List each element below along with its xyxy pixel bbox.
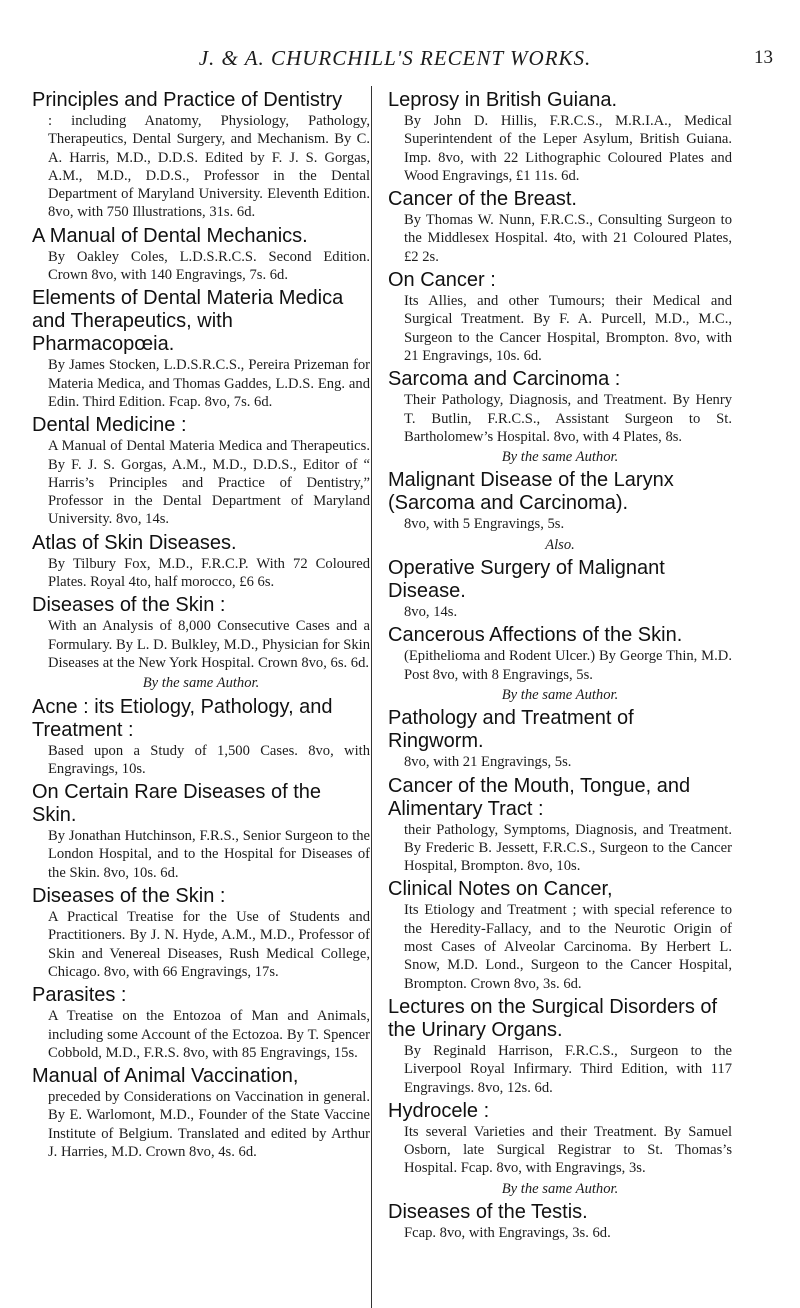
book-description: By Jonathan Hutchinson, F.R.S., Senior Surgeon to the London Hospital, and to the Hospital for Diseases of the Skin. 8vo, 10s. 6d. — [48, 828, 370, 881]
book-title: Operative Surgery of Malignant Disease. — [388, 557, 665, 603]
book-entry — [388, 1100, 732, 1178]
book-entry — [388, 707, 732, 771]
book-description: 8vo, with 5 Engravings, 5s. — [404, 516, 565, 533]
book-description: A Manual of Dental Materia Medica and Therapeutics. By F. J. S. Gorgas, A.M., M.D., D.D.S., Editor of “ Harris’s Principles and Practice of Dentistry,” Professor in the Dental Department of Maryland University. 8vo, 14s. — [48, 438, 370, 528]
page-number: 13 — [754, 47, 773, 68]
book-title: Lectures on the Surgical Disorders of the Urinary Organs. — [388, 995, 718, 1041]
book-title: On Certain Rare Diseases of the Skin. — [32, 781, 322, 827]
book-description: With an Analysis of 8,000 Consecutive Cases and a Formulary. By L. D. Bulkley, M.D., Physician for Skin Diseases at the New York Hospital. Crown 8vo, 6s. 6d. — [48, 618, 370, 671]
book-entry — [32, 984, 370, 1062]
book-entry — [388, 624, 732, 684]
book-entry — [32, 885, 370, 981]
book-title: Principles and Practice of Dentistry — [32, 89, 343, 111]
book-title: Dental Medicine : — [32, 414, 187, 437]
book-entry — [32, 225, 370, 285]
book-description: By Tilbury Fox, M.D., F.R.C.P. With 72 Coloured Plates. Royal 4to, half morocco, £6 6s. — [48, 555, 370, 591]
book-title: Cancerous Affections of the Skin. — [388, 624, 683, 647]
book-title: Atlas of Skin Diseases. — [32, 531, 237, 554]
same-author-note: By the same Author. — [501, 1180, 619, 1197]
book-description: By Thomas W. Nunn, F.R.C.S., Consulting Surgeon to the Middlesex Hospital. 4to, with 21 Coloured Plates, £2 2s. — [404, 212, 732, 265]
book-description: By James Stocken, L.D.S.R.C.S., Pereira Prizeman for Materia Medica, and Thomas Gaddes, L.D.S. Eng. and Edin. Third Edition. Fcap. 8vo, 7s. 6d. — [48, 357, 370, 410]
book-description: preceded by Considerations on Vaccination in general. By E. Warlomont, M.D., Founder of the State Vaccine Institute of Belgium. Translated and edited by Arthur J. Harries, M.D. Crown 8vo, 4s. 6d. — [48, 1089, 370, 1160]
book-description: their Pathology, Symptoms, Diagnosis, and Treatment. By Frederic B. Jessett, F.R.C.S., Surgeon to the Cancer Hospital, Brompton. 8vo, 10s. — [404, 821, 732, 875]
same-author-note: By the same Author. — [142, 675, 260, 692]
book-description: (Epithelioma and Rodent Ulcer.) By George Thin, M.D. Post 8vo, with 8 Engravings, 5s. — [404, 648, 732, 683]
book-description: Its Allies, and other Tumours; their Medical and Surgical Treatment. By F. A. Purcell, M.D., M.C., Surgeon to the Cancer Hospital, Brompton. 8vo, with 21 Engravings, 10s. 6d. — [404, 293, 732, 364]
same-author-note: Also. — [545, 536, 575, 553]
running-title: J. & A. CHURCHILL'S RECENT WORKS. — [198, 46, 592, 70]
book-entry — [388, 775, 732, 876]
book-title: Pathology and Treatment of Ringworm. — [388, 707, 634, 753]
book-description: : including Anatomy, Physiology, Pathology, Therapeutics, Dental Surgery, and Mechanism. By C. A. Harris, M.D., D.D.S. Edited by F. J. S. Gorgas, A.M., M.D., D.D.S., Professor in the Dental Department of Maryland University. Eleventh Edition. 8vo, with 750 Illustrations, 31s. 6d. — [48, 113, 370, 221]
same-author-note: By the same Author. — [501, 449, 619, 466]
book-description: By John D. Hillis, F.R.C.S., M.R.I.A., Medical Superintendent of the Leper Asylum, British Guiana. Imp. 8vo, with 22 Lithographic Coloured Plates and Wood Engravings, £1 11s. 6d. — [404, 113, 732, 184]
book-entry — [388, 89, 732, 185]
book-entry — [388, 557, 732, 621]
book-entry — [388, 1201, 732, 1242]
book-title: On Cancer : — [388, 269, 496, 292]
book-title: Hydrocele : — [388, 1099, 490, 1122]
book-entry — [32, 1065, 370, 1161]
book-entry — [388, 878, 732, 992]
book-entry — [388, 188, 732, 266]
book-title: Diseases of the Skin : — [32, 885, 226, 908]
book-entry — [388, 368, 732, 446]
left-column — [32, 86, 370, 1161]
book-entry — [32, 287, 370, 411]
book-title: Clinical Notes on Cancer, — [388, 878, 613, 901]
book-title: Leprosy in British Guiana. — [388, 89, 618, 111]
book-description: Its several Varieties and their Treatment. By Samuel Osborn, late Surgical Registrar to St. Thomas’s Hospital. Fcap. 8vo, with Engravings, 3s. — [404, 1123, 732, 1177]
book-entry — [32, 781, 370, 882]
book-entry — [32, 532, 370, 592]
book-description: Fcap. 8vo, with Engravings, 3s. 6d. — [404, 1224, 611, 1241]
book-description: Based upon a Study of 1,500 Cases. 8vo, with Engravings, 10s. — [48, 742, 370, 777]
book-entry — [388, 996, 732, 1097]
book-title: Elements of Dental Materia Medica and Therapeutics, with Pharmacopœia. — [32, 287, 344, 356]
book-description: 8vo, 14s. — [404, 604, 458, 621]
book-title: A Manual of Dental Mechanics. — [32, 224, 308, 247]
book-title: Parasites : — [32, 984, 127, 1007]
right-column — [388, 86, 732, 1242]
book-title: Cancer of the Breast. — [388, 188, 577, 211]
book-entry — [32, 696, 370, 779]
book-description: A Practical Treatise for the Use of Students and Practitioners. By J. N. Hyde, A.M., M.D., Professor of Skin and Venereal Diseases, Rush Medical College, Chicago. 8vo, with 66 Engravings, 17s. — [48, 909, 370, 980]
book-entry — [32, 594, 370, 672]
same-author-note: By the same Author. — [501, 686, 619, 703]
book-title: Acne : its Etiology, Pathology, and Treatment : — [32, 695, 333, 741]
book-title: Diseases of the Skin : — [32, 594, 226, 617]
book-entry — [32, 414, 370, 528]
book-entry — [388, 269, 732, 365]
book-entry — [32, 89, 370, 222]
book-title: Cancer of the Mouth, Tongue, and Alimentary Tract : — [388, 774, 691, 820]
book-description: A Treatise on the Entozoa of Man and Animals, including some Account of the Ectozoa. By T. Spencer Cobbold, M.D., F.R.S. 8vo, with 85 Engravings, 15s. — [48, 1008, 370, 1061]
book-description: Its Etiology and Treatment ; with special reference to the Heredity-Fallacy, and to the Neurotic Origin of most Cases of Alveolar Carcinoma. By Herbert L. Snow, M.D. Lond., Surgeon to the Cancer Hospital, Brompton. Crown 8vo, 3s. 6d. — [404, 902, 732, 992]
book-title: Manual of Animal Vaccination, — [32, 1065, 299, 1088]
column-divider — [371, 86, 372, 1308]
book-title: Sarcoma and Carcinoma : — [388, 368, 621, 391]
book-entry — [388, 469, 732, 533]
book-description: Their Pathology, Diagnosis, and Treatment. By Henry T. Butlin, F.R.C.S., Assistant Surgeon to St. Bartholomew’s Hospital. 8vo, with 4 Plates, 8s. — [404, 392, 732, 445]
book-title: Malignant Disease of the Larynx (Sarcoma and Carcinoma). — [388, 469, 674, 515]
book-description: By Oakley Coles, L.D.S.R.C.S. Second Edition. Crown 8vo, with 140 Engravings, 7s. 6d. — [48, 248, 370, 284]
book-description: By Reginald Harrison, F.R.C.S., Surgeon to the Liverpool Royal Infirmary. Third Edition, with 117 Engravings. 8vo, 12s. 6d. — [404, 1042, 732, 1096]
book-description: 8vo, with 21 Engravings, 5s. — [404, 754, 572, 771]
book-title: Diseases of the Testis. — [388, 1200, 588, 1223]
